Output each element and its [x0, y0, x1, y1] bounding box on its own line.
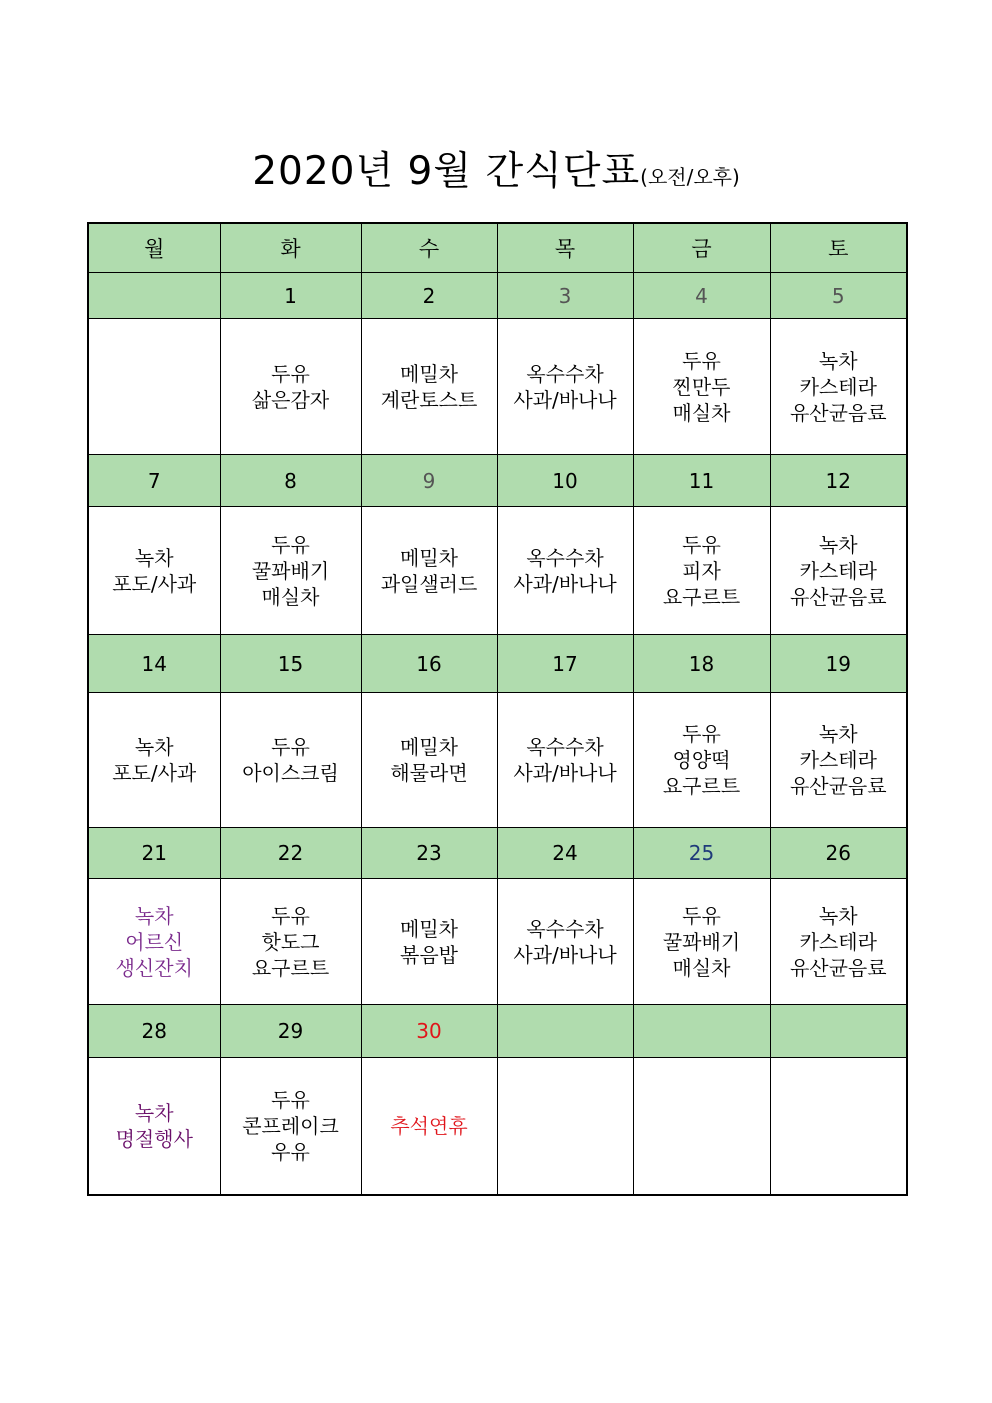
menu-cell: [770, 1058, 907, 1195]
menu-item: 계란토스트: [380, 387, 478, 412]
menu-cell: [633, 879, 770, 1005]
menu-cell: [361, 319, 497, 455]
menu-row: [88, 879, 907, 1005]
menu-item: 메밀차: [400, 361, 458, 386]
menu-item: 추석연휴: [390, 1113, 468, 1138]
date-cell: 21: [88, 828, 220, 879]
menu-row: [88, 319, 907, 455]
date-cell: 23: [361, 828, 497, 879]
date-cell: 5: [770, 273, 907, 319]
menu-item: 두유: [271, 532, 310, 557]
menu-item: 카스테라: [799, 558, 877, 583]
menu-cell: [220, 693, 361, 828]
weekday-fri: 금: [633, 223, 770, 273]
weekday-wed: 수: [361, 223, 497, 273]
menu-item: 콘프레이크: [242, 1113, 339, 1138]
menu-item: 녹차: [818, 532, 858, 557]
snack-menu-table: [87, 222, 908, 1196]
menu-cell: [497, 319, 633, 455]
menu-item: 과일샐러드: [380, 571, 478, 596]
menu-item: 매실차: [261, 584, 320, 609]
menu-item: 요구르트: [662, 584, 741, 609]
menu-item: 녹차: [134, 903, 174, 928]
menu-item: 사과/바나나: [513, 387, 617, 412]
title-main: 2020년 9월 간식단표: [252, 149, 641, 194]
date-cell: 17: [497, 635, 633, 693]
date-cell: 22: [220, 828, 361, 879]
menu-item: 녹차: [818, 722, 858, 746]
date-cell: 2: [361, 273, 497, 319]
menu-item: 옥수수차: [526, 916, 604, 941]
menu-cell: [220, 319, 361, 455]
menu-item: 꿀꽈배기: [662, 929, 741, 954]
menu-cell: [88, 879, 220, 1005]
menu-cell: [88, 507, 220, 635]
weekday-tue: 화: [220, 223, 361, 273]
menu-item: 유산균음료: [789, 774, 887, 798]
title-subtitle: (오전/오후): [640, 165, 740, 189]
menu-item: 어르신: [125, 929, 184, 954]
menu-row: [88, 507, 907, 635]
menu-item: 찐만두: [672, 374, 731, 399]
menu-item: 사과/바나나: [513, 761, 617, 785]
weekday-header-row: [88, 223, 907, 273]
menu-item: 카스테라: [799, 748, 877, 772]
menu-item: 카스테라: [799, 374, 877, 399]
menu-item: 녹차: [134, 735, 174, 759]
menu-item: 두유: [271, 361, 310, 386]
menu-cell: [88, 319, 220, 455]
menu-item: 옥수수차: [526, 361, 604, 386]
menu-item: 삶은감자: [251, 387, 330, 412]
date-cell: 30: [361, 1005, 497, 1058]
menu-item: 매실차: [672, 400, 731, 425]
menu-cell: [633, 319, 770, 455]
menu-cell: [497, 879, 633, 1005]
menu-cell: [361, 1058, 497, 1195]
menu-item: 두유: [682, 722, 721, 746]
menu-cell: [770, 693, 907, 828]
menu-item: 녹차: [818, 348, 858, 373]
menu-cell: [497, 1058, 633, 1195]
menu-item: 핫도그: [261, 929, 320, 954]
menu-item: 두유: [271, 1087, 310, 1112]
date-cell: [88, 273, 220, 319]
date-cell: 1: [220, 273, 361, 319]
menu-item: 사과/바나나: [513, 571, 617, 596]
weekday-mon: 월: [88, 223, 220, 273]
date-cell: 29: [220, 1005, 361, 1058]
date-cell: 10: [497, 455, 633, 507]
menu-item: 옥수수차: [526, 735, 604, 759]
menu-item: 녹차: [134, 1100, 174, 1125]
menu-item: 생신잔치: [115, 955, 193, 980]
menu-item: 매실차: [672, 955, 731, 980]
date-row: [88, 828, 907, 879]
date-cell: 28: [88, 1005, 220, 1058]
date-cell: [497, 1005, 633, 1058]
menu-item: 요구르트: [251, 955, 330, 980]
menu-item: 메밀차: [400, 735, 458, 759]
menu-item: 볶음밥: [400, 942, 458, 967]
menu-item: 두유: [271, 903, 310, 928]
menu-item: 카스테라: [799, 929, 877, 954]
date-cell: 8: [220, 455, 361, 507]
menu-item: 영양떡: [672, 748, 731, 772]
date-cell: 15: [220, 635, 361, 693]
menu-row: [88, 1058, 907, 1195]
date-cell: 19: [770, 635, 907, 693]
menu-cell: [220, 879, 361, 1005]
menu-item: 두유: [682, 903, 721, 928]
menu-item: 명절행사: [115, 1126, 193, 1151]
menu-cell: [633, 507, 770, 635]
menu-item: 우유: [271, 1139, 310, 1164]
date-cell: 9: [361, 455, 497, 507]
date-row: [88, 455, 907, 507]
menu-cell: [770, 319, 907, 455]
menu-cell: [361, 879, 497, 1005]
date-cell: 18: [633, 635, 770, 693]
menu-cell: [220, 507, 361, 635]
date-cell: [633, 1005, 770, 1058]
menu-item: 꿀꽈배기: [251, 558, 330, 583]
menu-item: 녹차: [134, 545, 174, 570]
menu-cell: [497, 693, 633, 828]
menu-item: 해물라면: [390, 761, 468, 785]
menu-cell: [88, 1058, 220, 1195]
menu-cell: [633, 693, 770, 828]
date-cell: 3: [497, 273, 633, 319]
date-cell: 14: [88, 635, 220, 693]
menu-item: 포도/사과: [112, 571, 197, 596]
weekday-sat: 토: [770, 223, 907, 273]
menu-cell: [770, 507, 907, 635]
menu-item: 메밀차: [400, 545, 458, 570]
menu-cell: [220, 1058, 361, 1195]
date-row: [88, 273, 907, 319]
menu-item: 두유: [271, 735, 310, 759]
date-cell: 7: [88, 455, 220, 507]
menu-row: [88, 693, 907, 828]
date-row: [88, 1005, 907, 1058]
page-title: [0, 140, 992, 196]
menu-cell: [361, 507, 497, 635]
menu-item: 유산균음료: [789, 584, 887, 609]
menu-item: 요구르트: [662, 774, 741, 798]
menu-item: 메밀차: [400, 916, 458, 941]
date-cell: 11: [633, 455, 770, 507]
weekday-thu: 목: [497, 223, 633, 273]
menu-item: 두유: [682, 532, 721, 557]
menu-item: 두유: [682, 348, 721, 373]
date-row: [88, 635, 907, 693]
date-cell: 4: [633, 273, 770, 319]
menu-cell: [361, 693, 497, 828]
menu-item: 아이스크림: [242, 761, 339, 785]
menu-item: 사과/바나나: [513, 942, 617, 967]
date-cell: 24: [497, 828, 633, 879]
menu-cell: [770, 879, 907, 1005]
menu-cell: [88, 693, 220, 828]
date-cell: [770, 1005, 907, 1058]
menu-item: 유산균음료: [789, 955, 887, 980]
menu-cell: [633, 1058, 770, 1195]
date-cell: 12: [770, 455, 907, 507]
menu-cell: [497, 507, 633, 635]
date-cell: 26: [770, 828, 907, 879]
menu-item: 피자: [682, 558, 721, 583]
menu-item: 유산균음료: [789, 400, 887, 425]
date-cell: 16: [361, 635, 497, 693]
menu-item: 포도/사과: [112, 761, 197, 785]
menu-item: 녹차: [818, 903, 858, 928]
menu-item: 옥수수차: [526, 545, 604, 570]
date-cell: 25: [633, 828, 770, 879]
